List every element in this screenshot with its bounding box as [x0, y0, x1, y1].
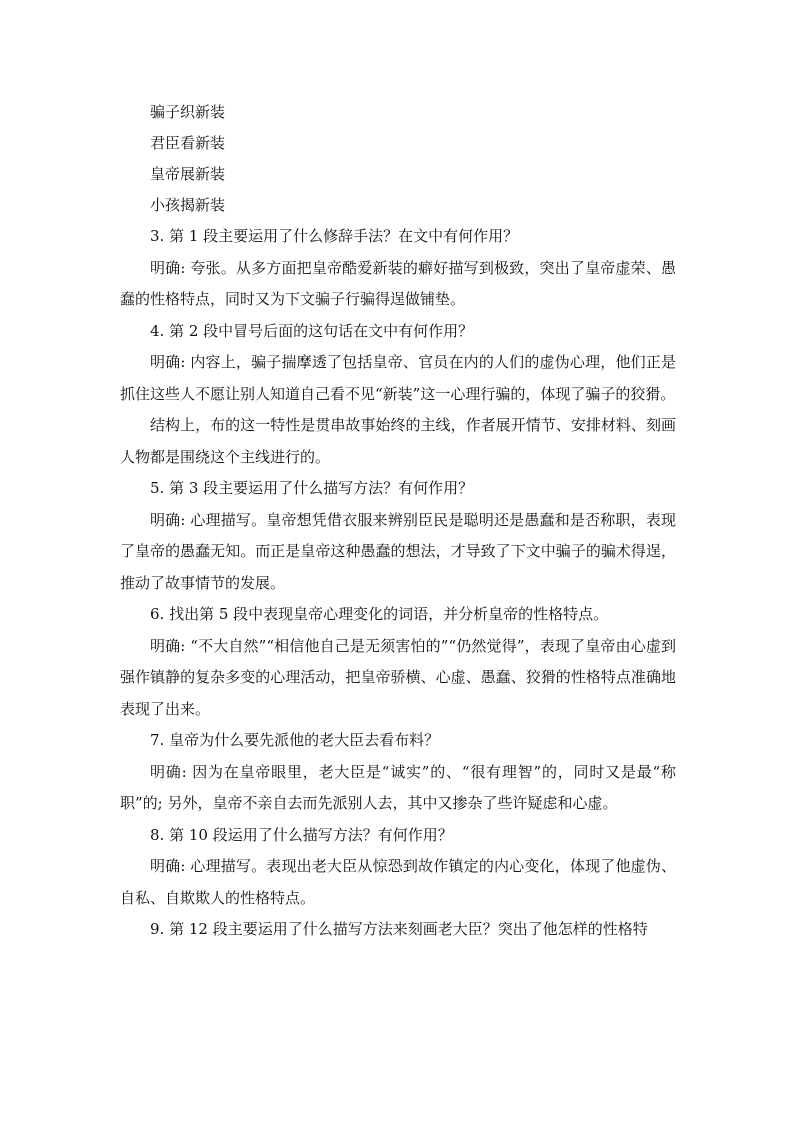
outline-item-3: 皇帝展新装	[150, 165, 226, 183]
outline-item-4: 小孩揭新装	[150, 196, 226, 214]
outline-item-1: 骗子织新装	[150, 103, 226, 121]
question-3: 3. 第 1 段主要运用了什么修辞手法？在文中有何作用？	[150, 227, 519, 245]
answer-7: 明确: 因为在皇帝眼里，老大臣是“诚实”的、“很有理智”的，同时又是最“称职”的; 另外，皇帝不亲自去而先派别人去，其中又掺杂了些许疑虑和心虚。	[120, 762, 676, 812]
answer-6: 明确: “不大自然”“相信他自己是无须害怕的”“仍然觉得”，表现了皇帝由心虚到强作镇静的复杂多变的心理活动，把皇帝骄横、心虚、愚蠢、狡猾的性格特点准确地表现了出来。	[120, 636, 676, 718]
answer-5: 明确: 心理描写。皇帝想凭借衣服来辨别臣民是聪明还是愚蠢和是否称职，表现了皇帝的愚蠢无知。而正是皇帝这种愚蠢的想法，才导致了下文中骗子的骗术得逞，推动了故事情节的发展。	[120, 510, 676, 592]
question-9: 9. 第 12 段主要运用了什么描写方法来刻画老大臣？突出了他怎样的性格特	[150, 920, 648, 938]
document-body	[120, 97, 676, 946]
question-7: 7. 皇帝为什么要先派他的老大臣去看布料？	[150, 731, 440, 749]
question-5: 5. 第 3 段主要运用了什么描写方法？有何作用？	[150, 479, 474, 497]
answer-3: 明确: 夸张。从多方面把皇帝酷爱新装的癖好描写到极致，突出了皇帝虚荣、愚蠢的性格特点，同时又为下文骗子行骗得逞做铺垫。	[120, 258, 676, 308]
question-8: 8. 第 10 段运用了什么描写方法？有何作用？	[150, 825, 453, 844]
answer-4-structure: 结构上，布的这一特性是贯串故事始终的主线，作者展开情节、安排材料、刻画人物都是围绕这个主线进行的。	[120, 416, 676, 466]
question-6: 6. 找出第 5 段中表现皇帝心理变化的词语，并分析皇帝的性格特点。	[150, 605, 609, 623]
question-4: 4. 第 2 段中冒号后面的这句话在文中有何作用？	[150, 321, 474, 340]
answer-4-content: 明确: 内容上，骗子揣摩透了包括皇帝、官员在内的人们的虚伪心理，他们正是抓住这些人不愿让别人知道自己看不见“新装”这一心理行骗的，体现了骗子的狡猾。	[120, 353, 676, 403]
answer-8: 明确: 心理描写。表现出老大臣从惊恐到故作镇定的内心变化，体现了他虚伪、自私、自欺欺人的性格特点。	[120, 857, 676, 907]
outline-item-2: 君臣看新装	[150, 134, 226, 152]
